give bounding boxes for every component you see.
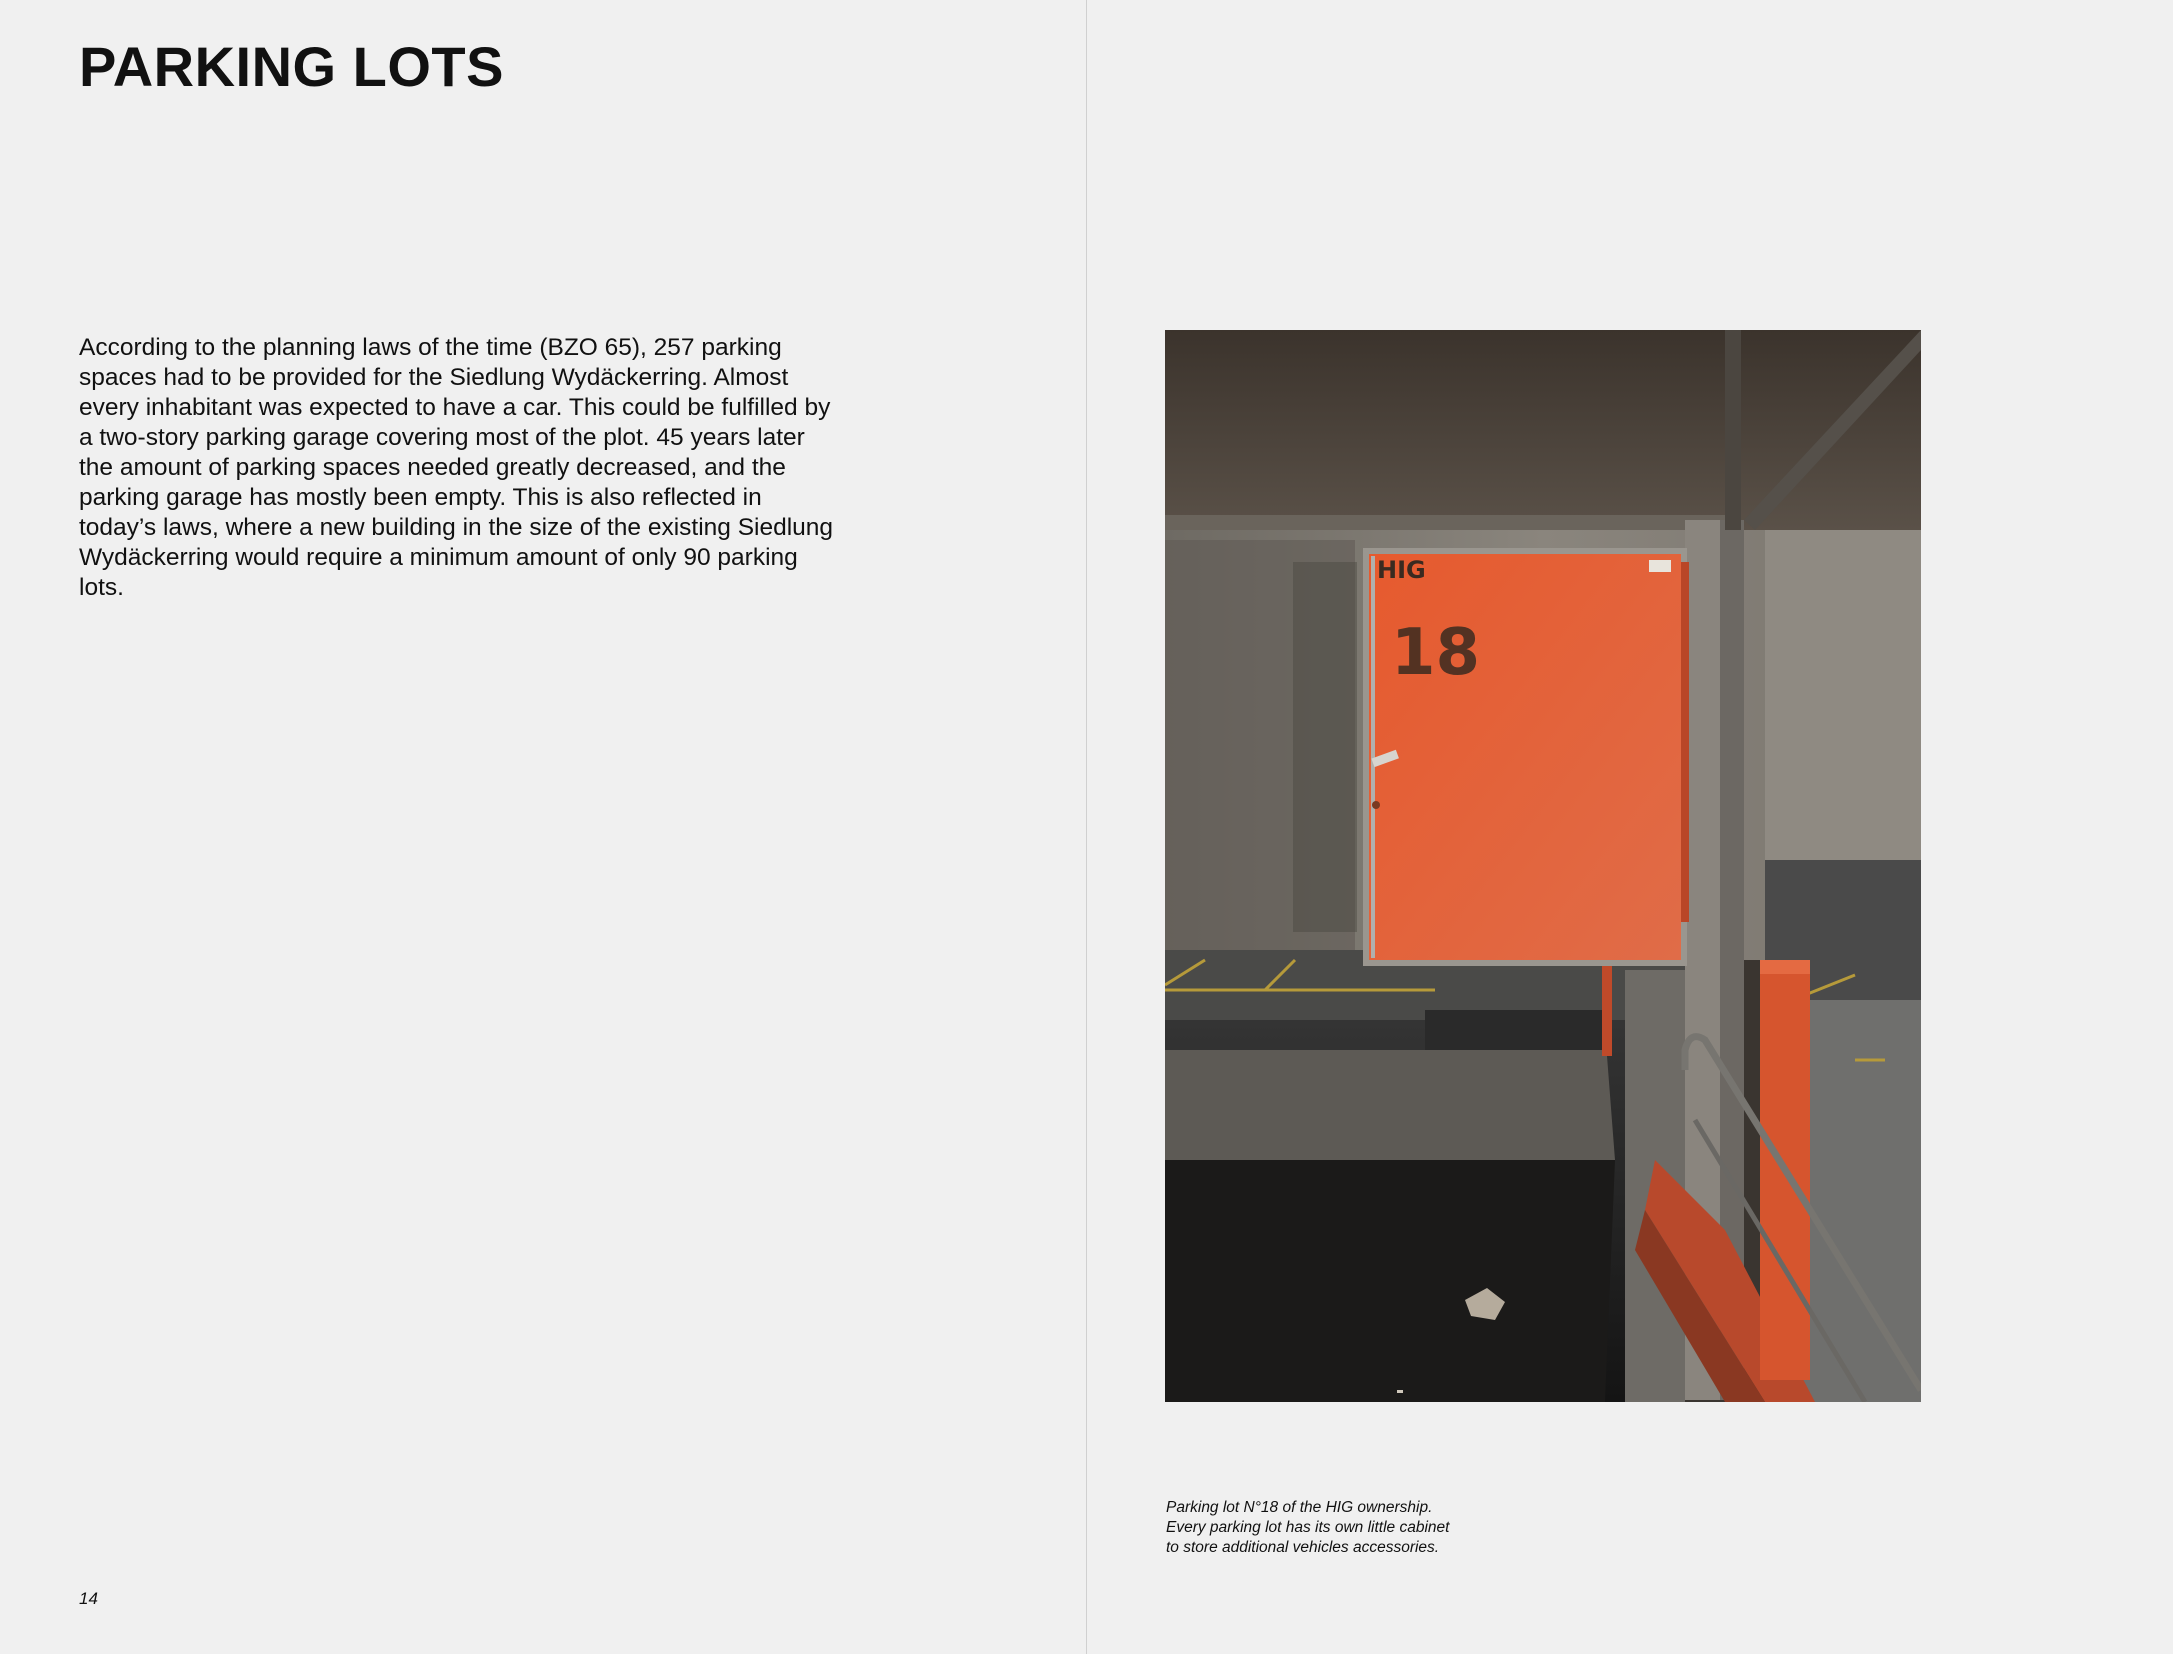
left-page	[0, 0, 1086, 1654]
page-title: PARKING LOTS	[79, 35, 504, 98]
page-number: 14	[79, 1589, 98, 1608]
right-page	[1087, 0, 2173, 1654]
body-paragraph: According to the planning laws of the time (BZO 65), 257 parking spaces had to be provided for the Siedlung Wydäckerring. Almost every inhabitant was expected to have a car. This could be fulfilled by a two-story parking garage covering most of the plot. 45 years later the amount of parking spaces needed greatly decreased, and the parking garage has mostly been empty. This is also reflected in today’s laws, where a new building in the size of the existing Siedlung Wydäckerring would require a minimum amount of only 90 parking lots.	[79, 334, 834, 601]
parking-garage-photo	[1165, 330, 1921, 1402]
cabinet-number: 18	[1391, 616, 1481, 690]
photo-caption: Parking lot N°18 of the HIG ownership. Every parking lot has its own little cabinet to store additional vehicles accessories.	[1166, 1499, 1450, 1556]
photo-illustration	[1165, 330, 1921, 1402]
ceiling	[1165, 330, 1921, 530]
cabinet-owner-label: HIG	[1377, 556, 1426, 584]
orange-cabinet	[1363, 548, 1689, 966]
